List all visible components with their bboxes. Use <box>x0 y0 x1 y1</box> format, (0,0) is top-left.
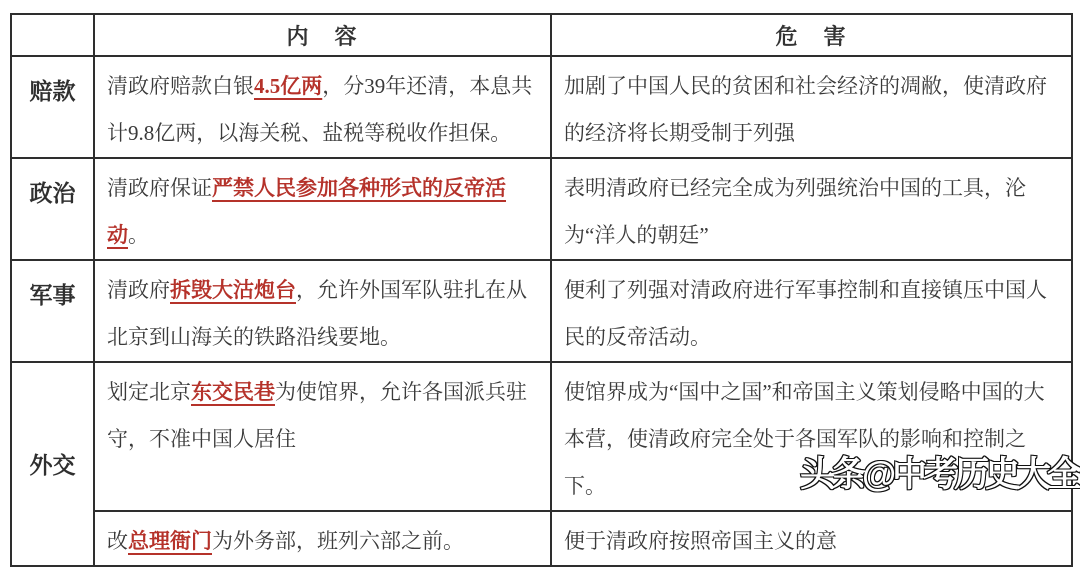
row-label-politics: 政治 <box>11 158 94 260</box>
cell-diplomacy-content-1 <box>94 362 551 511</box>
table-row-indemnity <box>11 56 1072 158</box>
header-content-column: 内 容 <box>94 14 551 56</box>
plain-text: 使馆界成为“国中之国”和帝国主义策划侵略中国的大本营，使清政府完全处于各国军队的影响和控制之下。 <box>564 380 1045 498</box>
cell-military-content <box>94 260 551 362</box>
cell-diplomacy-content-2 <box>94 511 551 566</box>
highlighted-text: 严禁人民参加各种形式的反帝活动 <box>107 176 506 247</box>
cell-politics-harm <box>551 158 1072 260</box>
table-row-military <box>11 260 1072 362</box>
plain-text: 。 <box>128 223 149 247</box>
plain-text: 加剧了中国人民的贫困和社会经济的凋敝，使清政府的经济将长期受制于列强 <box>564 74 1047 145</box>
toutiao-watermark: 头条@中考历史大全 <box>800 455 1079 494</box>
plain-text: 划定北京 <box>107 380 191 404</box>
highlighted-text: 拆毁大沽炮台 <box>170 278 296 302</box>
plain-text: 清政府赔款白银 <box>107 74 254 98</box>
table-header-row <box>11 14 1072 56</box>
plain-text: 清政府 <box>107 278 170 302</box>
plain-text: 清政府保证 <box>107 176 212 200</box>
cell-diplomacy-harm-2 <box>551 511 1072 566</box>
row-label-military: 军事 <box>11 260 94 362</box>
cell-politics-content <box>94 158 551 260</box>
plain-text: 便于清政府按照帝国主义的意 <box>564 529 837 553</box>
plain-text: 表明清政府已经完全成为列强统治中国的工具，沦为“洋人的朝廷” <box>564 176 1026 247</box>
cell-indemnity-content <box>94 56 551 158</box>
highlighted-text: 总理衙门 <box>128 529 212 553</box>
plain-text: 为使馆界，允许各国派兵驻守，不准中国人居住 <box>107 380 527 451</box>
plain-text: 改 <box>107 529 128 553</box>
table-row-politics <box>11 158 1072 260</box>
header-empty-cell <box>11 14 94 56</box>
row-label-diplomacy: 外交 <box>11 362 94 566</box>
cell-indemnity-harm <box>551 56 1072 158</box>
highlighted-text: 东交民巷 <box>191 380 275 404</box>
row-label-indemnity: 赔款 <box>11 56 94 158</box>
plain-text: ，分39年还清，本息共计9.8亿两，以海关税、盐税等税收作担保。 <box>107 74 533 145</box>
plain-text: 便利了列强对清政府进行军事控制和直接镇压中国人民的反帝活动。 <box>564 278 1047 349</box>
header-harm-column: 危 害 <box>551 14 1072 56</box>
plain-text: ，允许外国军队驻扎在从北京到山海关的铁路沿线要地。 <box>107 278 527 349</box>
table-row-diplomacy-second <box>11 511 1072 566</box>
plain-text: 为外务部，班列六部之前。 <box>212 529 464 553</box>
highlighted-text: 4.5亿两 <box>254 74 323 98</box>
cell-military-harm <box>551 260 1072 362</box>
